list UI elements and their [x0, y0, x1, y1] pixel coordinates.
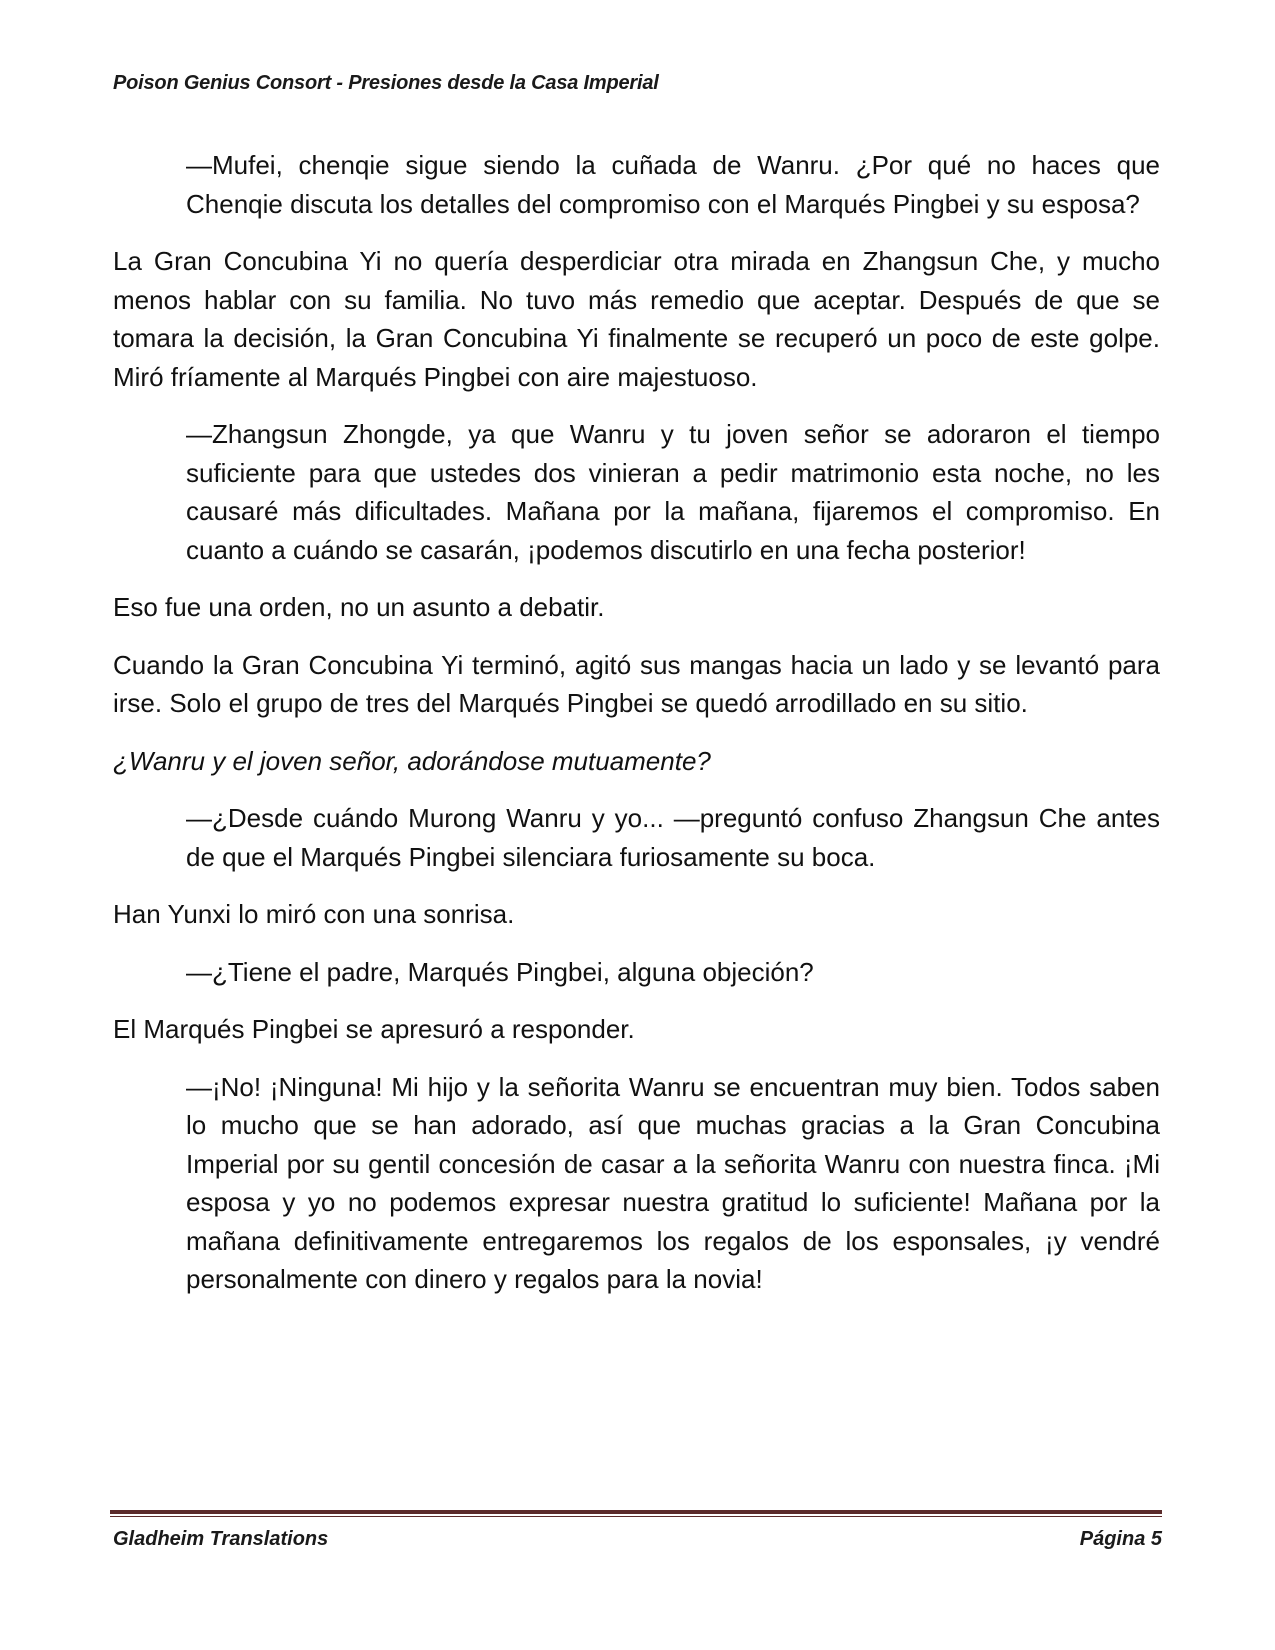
footer-page-number: Página 5	[1079, 1528, 1162, 1550]
footer-publisher: Gladheim Translations	[113, 1528, 329, 1550]
page-body	[113, 146, 1160, 1318]
dialogue-paragraph: —Zhangsun Zhongde, ya que Wanru y tu joven señor se adoraron el tiempo suficiente para que ustedes dos vinieran a pedir matrimonio esta noche, no les causaré más dificultades. Mañana por la mañana, fijaremos el compromiso. En cuanto a cuándo se casarán, ¡podemos discutirlo en una fecha posterior!	[186, 419, 1160, 565]
dialogue-paragraph: —¿Tiene el padre, Marqués Pingbei, alguna objeción?	[186, 956, 814, 987]
narrative-paragraph: El Marqués Pingbei se apresuró a responder.	[113, 1014, 635, 1044]
narrative-paragraph: Han Yunxi lo miró con una sonrisa.	[113, 899, 515, 929]
footer-divider-thick	[110, 1510, 1162, 1514]
narrative-paragraph: Cuando la Gran Concubina Yi terminó, agitó sus mangas hacia un lado y se levantó para irse. Solo el grupo de tres del Marqués Pingbei se quedó arrodillado en su sitio.	[113, 649, 1160, 718]
thought-paragraph: ¿Wanru y el joven señor, adorándose mutuamente?	[113, 745, 711, 776]
narrative-paragraph: La Gran Concubina Yi no quería desperdiciar otra mirada en Zhangsun Che, y mucho menos hablar con su familia. No tuvo más remedio que aceptar. Después de que se tomara la decisión, la Gran Concubina Yi finalmente se recuperó un poco de este golpe. Miró fríamente al Marqués Pingbei con aire majestuoso.	[113, 246, 1160, 392]
dialogue-paragraph: —¡No! ¡Ninguna! Mi hijo y la señorita Wanru se encuentran muy bien. Todos saben lo mucho que se han adorado, así que muchas gracias a la Gran Concubina Imperial por su gentil concesión de casar a la señorita Wanru con nuestra finca. ¡Mi esposa y yo no podemos expresar nuestra gratitud lo suficiente! Mañana por la mañana definitivamente entregaremos los regalos de los esponsales, ¡y vendré personalmente con dinero y regalos para la novia!	[186, 1071, 1160, 1294]
dialogue-paragraph: —Mufei, chenqie sigue siendo la cuñada de Wanru. ¿Por qué no haces que Chenqie discuta los detalles del compromiso con el Marqués Pingbei y su esposa?	[186, 150, 1160, 219]
narrative-paragraph: Eso fue una orden, no un asunto a debatir.	[113, 592, 605, 622]
dialogue-paragraph: —¿Desde cuándo Murong Wanru y yo... —preguntó confuso Zhangsun Che antes de que el Marqués Pingbei silenciara furiosamente su boca.	[186, 803, 1160, 872]
footer-divider-thin	[110, 1516, 1162, 1517]
footer-divider	[110, 1510, 1162, 1517]
page-header-title: Poison Genius Consort - Presiones desde la Casa Imperial	[113, 72, 659, 94]
